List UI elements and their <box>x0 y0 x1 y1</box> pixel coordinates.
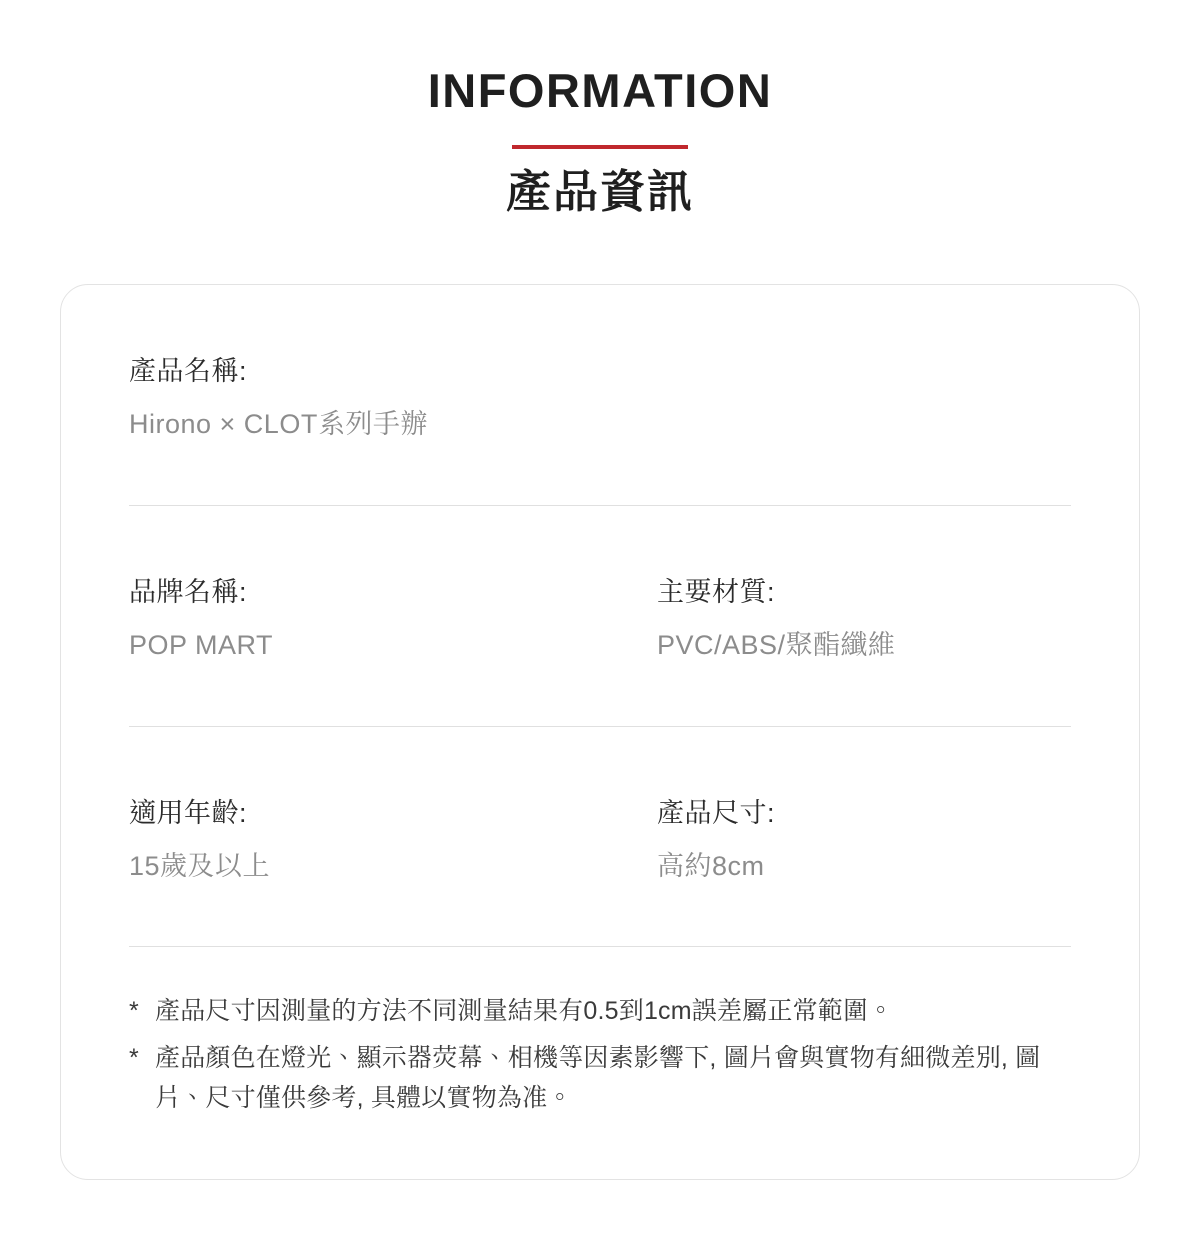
field-label: 品牌名稱: <box>129 576 248 607</box>
field-value: 15歲及以上 <box>129 851 271 882</box>
field-label: 主要材質: <box>657 576 776 607</box>
note-text: 產品尺寸因測量的方法不同測量結果有0.5到1cm誤差屬正常範圍。 <box>155 997 894 1026</box>
info-field-brand-name <box>129 506 600 726</box>
info-field-material <box>600 506 1071 726</box>
title-divider <box>512 145 688 149</box>
info-field-age-range <box>129 727 600 947</box>
field-label: 產品名稱: <box>129 355 248 386</box>
info-row <box>129 506 1071 727</box>
product-info-card <box>60 284 1140 1180</box>
field-value: POP MART <box>129 630 274 661</box>
note-marker: * <box>129 997 139 1026</box>
note-marker: * <box>129 1043 139 1072</box>
field-value: PVC/ABS/聚酯纖維 <box>657 630 896 661</box>
page-title: INFORMATION <box>427 64 773 117</box>
field-value: 高約8cm <box>657 851 765 882</box>
info-field-product-name <box>129 285 1071 505</box>
field-label: 產品尺寸: <box>657 797 776 828</box>
info-row <box>129 285 1071 506</box>
note-item <box>129 1038 1071 1119</box>
info-row <box>129 727 1071 948</box>
disclaimer-notes <box>129 947 1071 1179</box>
field-value: Hirono × CLOT系列手辦 <box>129 409 428 440</box>
note-text: 產品顏色在燈光、顯示器荧幕、相機等因素影響下, 圖片會與實物有細微差別, 圖片、尺寸僅供參考, 具體以實物為准。 <box>155 1043 1041 1113</box>
field-label: 適用年齡: <box>129 797 248 828</box>
page-subtitle: 產品資訊 <box>505 166 694 218</box>
page-header <box>0 0 1200 217</box>
info-field-dimensions <box>600 727 1071 947</box>
note-item <box>129 991 1071 1032</box>
